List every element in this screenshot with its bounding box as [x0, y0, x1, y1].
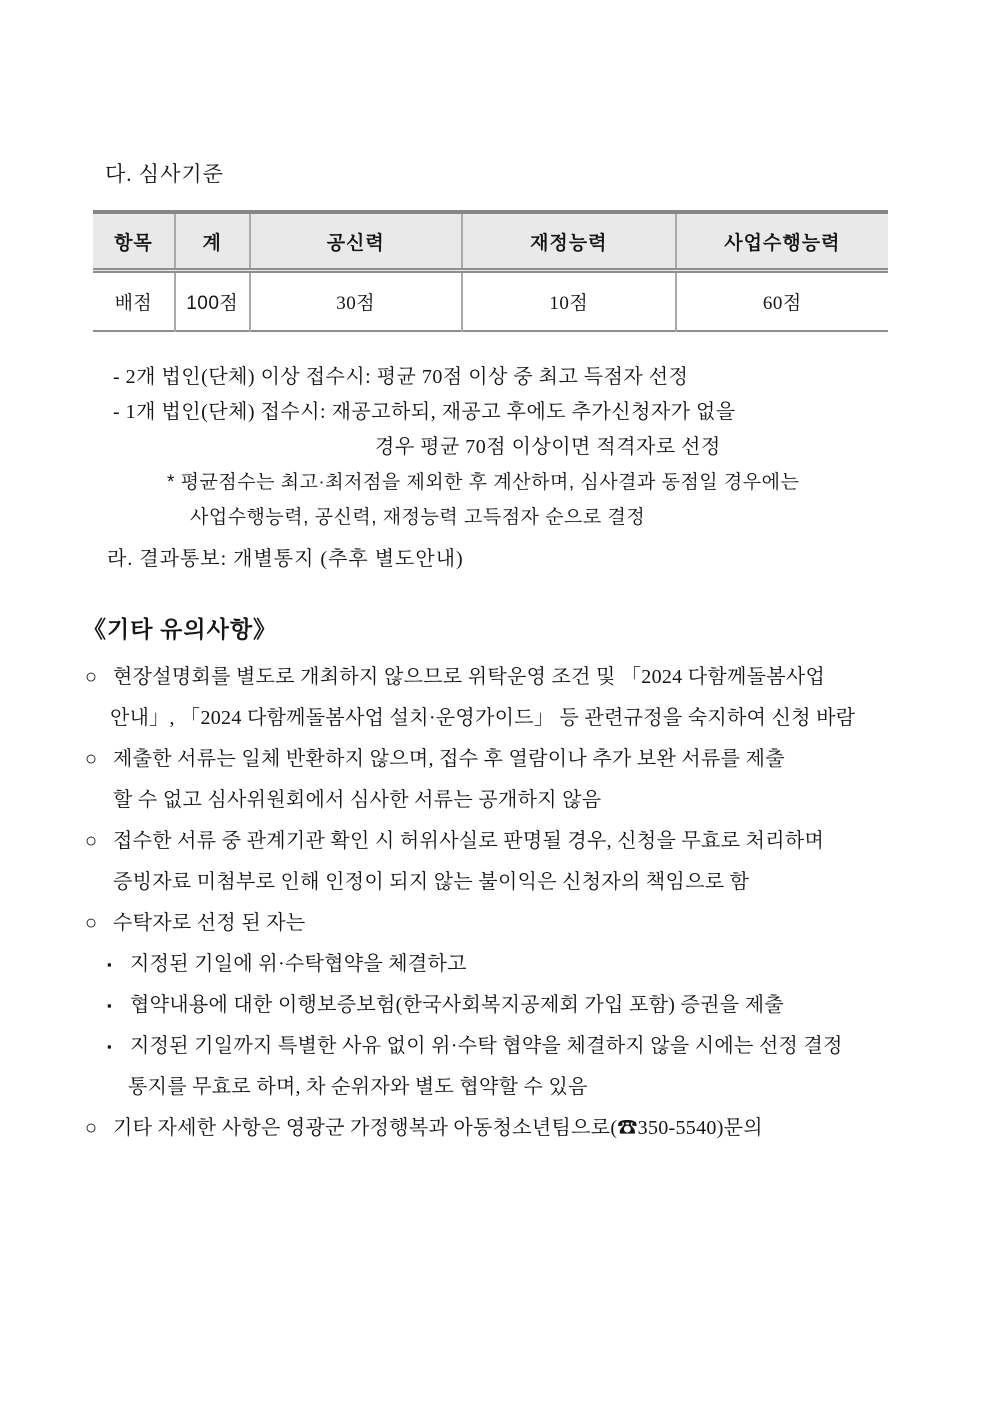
notice-text: 기타 자세한 사항은 영광군 가정행복과 아동청소년팀으로(☎350-5540)문의	[113, 1117, 763, 1139]
criteria-footnote-continuation: 사업수행능력, 공신력, 재정능력 고득점자 순으로 결정	[190, 507, 646, 528]
bullet-circle: ○	[85, 830, 98, 852]
cell-finance-score: 10점	[462, 271, 676, 332]
notice-text: 제출한 서류는 일체 반환하지 않으며, 접수 후 열람이나 추가 보완 서류를 제출	[113, 748, 785, 770]
notice-text: 수탁자로 선정 된 자는	[113, 912, 306, 934]
notice-item	[0, 739, 992, 780]
notice-item	[0, 821, 992, 862]
cell-credibility-score: 30점	[250, 271, 462, 332]
notice-item	[0, 657, 992, 698]
col-header-finance: 재정능력	[462, 212, 676, 271]
criteria-table-row	[93, 271, 888, 332]
notice-continuation	[0, 698, 992, 739]
notice-text: 안내」, 「2024 다함께돌봄사업 설치·운영가이드」 등 관련규정을 숙지하여 신청 바람	[110, 707, 856, 729]
notice-item	[0, 903, 992, 944]
notice-continuation	[0, 1067, 992, 1108]
col-header-credibility: 공신력	[250, 212, 462, 271]
criteria-note-line: - 1개 법인(단체) 접수시: 재공고하되, 재공고 후에도 추가신청자가 없을	[113, 401, 736, 423]
notice-text: 통지를 무효로 하며, 차 순위자와 별도 협약할 수 있음	[128, 1076, 588, 1098]
cell-total-score: 100점	[175, 271, 250, 332]
other-notices-heading: 《기타 유의사항》	[83, 617, 278, 642]
bullet-circle: ○	[85, 912, 98, 934]
bullet-circle: ○	[85, 666, 98, 688]
bullet-square: ▪	[107, 998, 112, 1013]
notice-text: 증빙자료 미첨부로 인해 인정이 되지 않는 불이익은 신청자의 책임으로 함	[113, 871, 750, 893]
notice-text: 협약내용에 대한 이행보증보험(한국사회복지공제회 가입 포함) 증권을 제출	[130, 994, 784, 1016]
criteria-notes	[0, 360, 992, 535]
other-notices-list	[0, 657, 992, 1149]
notice-text: 할 수 없고 심사위원회에서 심사한 서류는 공개하지 않음	[113, 789, 602, 811]
notice-subitem	[0, 985, 992, 1026]
bullet-circle: ○	[85, 748, 98, 770]
criteria-note-continuation: 경우 평균 70점 이상이면 적격자로 선정	[375, 436, 721, 458]
col-header-item: 항목	[93, 212, 175, 271]
notice-text: 지정된 기일에 위·수탁협약을 체결하고	[130, 953, 467, 975]
cell-row-label: 배점	[114, 293, 153, 314]
notice-text: 지정된 기일까지 특별한 사유 없이 위·수탁 협약을 체결하지 않을 시에는 선정 결정	[130, 1035, 843, 1057]
notice-continuation	[0, 780, 992, 821]
notice-subitem	[0, 944, 992, 985]
notice-text: 현장설명회를 별도로 개최하지 않으므로 위탁운영 조건 및 「2024 다함께돌봄사업	[113, 666, 826, 688]
col-header-total: 계	[175, 212, 250, 271]
bullet-square: ▪	[107, 957, 112, 972]
cell-capability-score: 60점	[676, 271, 888, 332]
criteria-footnote-line: * 평균점수는 최고·최저점을 제외한 후 계산하며, 심사결과 동점일 경우에는	[167, 472, 800, 493]
criteria-table	[93, 210, 888, 332]
notice-continuation	[0, 862, 992, 903]
bullet-circle: ○	[85, 1117, 98, 1139]
criteria-table-header-row	[93, 212, 888, 271]
bullet-square: ▪	[107, 1039, 112, 1054]
section-d-line: 라. 결과통보: 개별통지 (추후 별도안내)	[107, 548, 464, 570]
notice-item	[0, 1108, 992, 1149]
col-header-capability: 사업수행능력	[676, 212, 888, 271]
notice-subitem	[0, 1026, 992, 1067]
notice-text: 접수한 서류 중 관계기관 확인 시 허위사실로 판명될 경우, 신청을 무효로 처리하며	[113, 830, 825, 852]
criteria-note-line: - 2개 법인(단체) 이상 접수시: 평균 70점 이상 중 최고 득점자 선정	[113, 366, 689, 388]
section-c-heading: 다. 심사기준	[105, 162, 224, 186]
